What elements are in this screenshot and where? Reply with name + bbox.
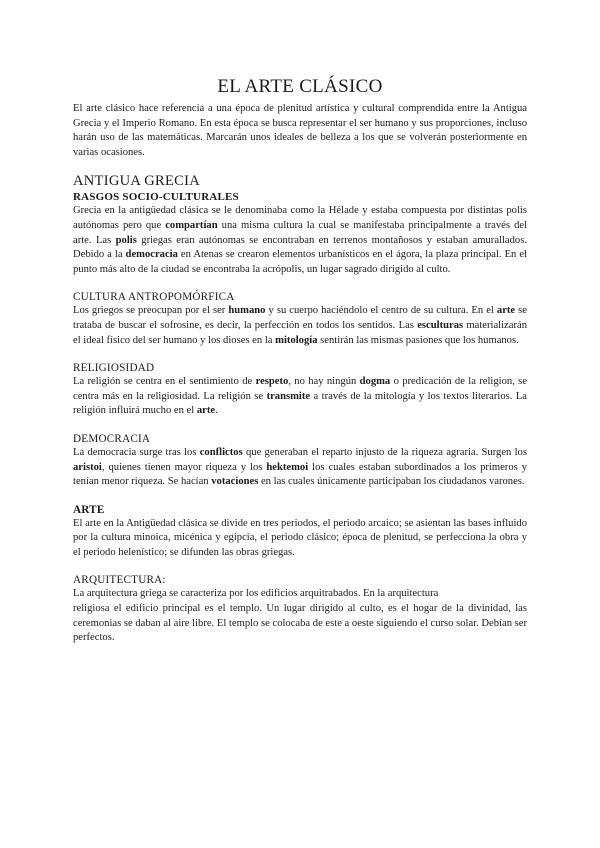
section-heading-antigua-grecia: ANTIGUA GRECIA [73,173,201,190]
subheading-rasgos: RASGOS SOCIO-CULTURALES [73,191,239,204]
heading-arte: ARTE [73,503,105,516]
paragraph-arquitectura: religiosa el edificio principal es el templo. Un lugar dirigido al culto, es el hogar de la divinidad, las ceremonias se daban al aire libre. El templo se colocaba de este a oeste siguiendo el curso solar. Debían ser perfectos. [73,603,527,644]
paragraph-rasgos: Grecia en la antigüedad clásica se le denominaba como la Hélade y estaba compuesta por distintas polis autónomas pero que compartían una misma cultura la cual se manifestaba principalmente a través del arte. Las polis griegas eran autónomas se encontraban en terrenos montañosos y estaban amurallados. Debido a la democracia en Atenas se crearon elementos urbanísticos en el ágora, la plaza principal. En el punto más alto de la ciudad se encontraba la acrópolis, un lugar sagrado dirigido al culto. [73,205,528,275]
heading-arquitectura: ARQUITECTURA: [73,574,166,587]
heading-democracia: DEMOCRACIA [73,432,151,445]
heading-religiosidad: RELIGIOSIDAD [73,362,155,375]
document-title: EL ARTE CLÁSICO [217,76,383,97]
paragraph-democracia: La democracia surge tras los conflictos que generaban el reparto injusto de la riqueza agraria. Surgen los aristoi, quienes tienen mayor riqueza y los hektemoi los cuales estaban subordinados a los primeros y tenían menor riqueza. Se hacían votaciones en las cuales únicamente participaban los ciudadanos varones. [73,446,527,488]
paragraph-cultura: Los griegos se preocupan por el ser humano y su cuerpo haciéndolo el centro de su cultura. En el arte se trataba de buscar el sofrosine, es decir, la perfección en todos los sentidos. Las esculturas materializarán el ideal físico del ser humano y los dioses en la mitología sentirán las mismas pasiones que los humanos. [73,305,527,346]
heading-cultura: CULTURA ANTROPOMÓRFICA [73,291,235,304]
paragraph-arte: El arte en la Antigüedad clásica se divide en tres periodos, el periodo arcaico; se asientan las bases influido por la cultura minoica, micénica y egipcia, el periodo clásico; época de plenitud, se perfecciona la obra y el periodo helenístico; se difunden las obras griegas. [73,517,527,558]
paragraph-religiosidad: La religión se centra en el sentimiento de respeto, no hay ningún dogma o predicación de la religion, se centra más en la religiosidad. La religión se transmite a través de la mitología y los textos literarios. La religión influirá mucho en el arte. [73,376,527,417]
paragraph-arquitectura-line1: La arquitectura griega se caracteriza por los edificios arquitrabados. En la arquitectura [73,588,439,600]
intro-paragraph: El arte clásico hace referencia a una época de plenitud artística y cultural comprendida entre la Antigua Grecia y el Imperio Romano. En esta época se busca representar el ser humano y sus proporciones, incluso harán uso de las matemáticas. Marcarán unos ideales de belleza a los que se volverán posteriormente en varias ocasiones. [73,103,527,158]
